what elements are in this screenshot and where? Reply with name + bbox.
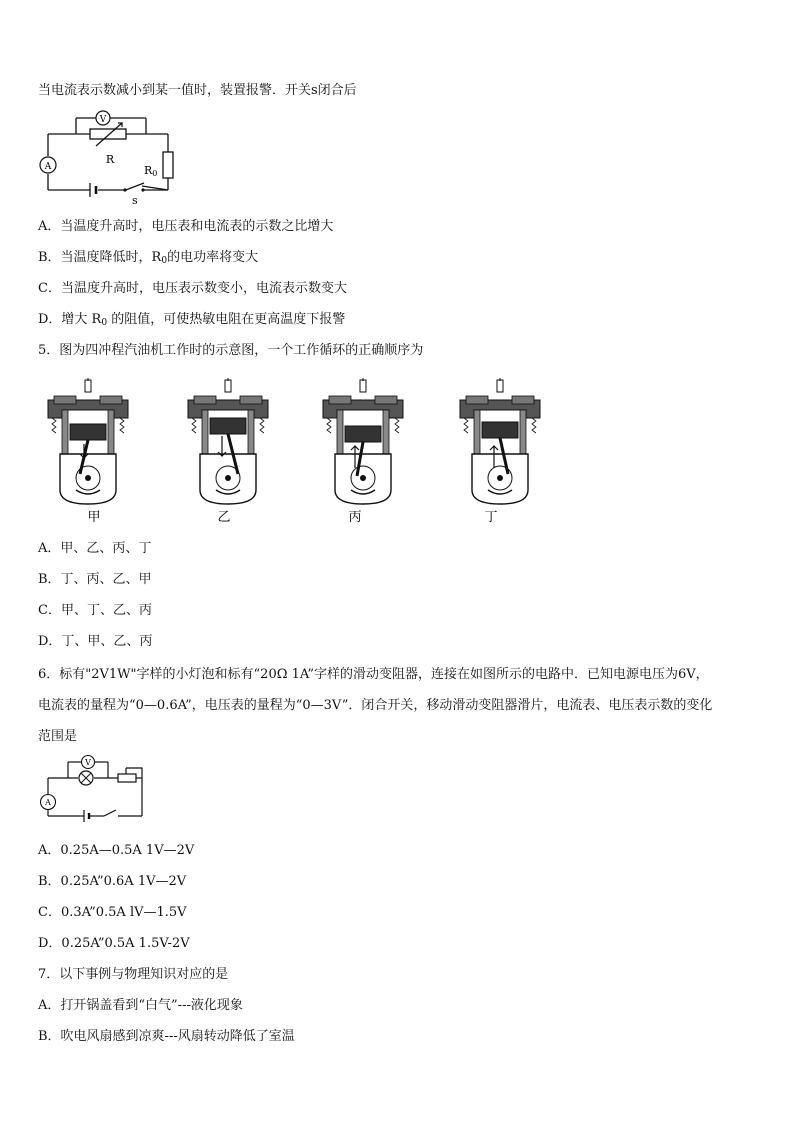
r0-label: R0 (144, 164, 158, 178)
engine-label-bing: 丙 (348, 510, 362, 525)
engine-strokes-figure (40, 378, 560, 528)
engine-label-yi: 乙 (217, 510, 231, 525)
ammeter-label: A (44, 162, 52, 172)
circuit-diagram-1 (38, 106, 188, 204)
switch-label: s (132, 194, 138, 204)
q6-stem-line-2: 电流表的量程为“0—0.6A”，电压表的量程为“0—3V”．闭合开关，移动滑动变阻器滑片，电流表、电压表示数的变化 (38, 698, 713, 713)
q4-option-c: C．当温度升高时，电压表示数变小，电流表示数变大 (38, 281, 347, 296)
engine-label-ding: 丁 (484, 510, 498, 525)
q6-option-c: C．0.3A”0.5A lV—1.5V (38, 905, 187, 920)
circuit-diagram-2 (38, 754, 150, 828)
q5-option-c: C．甲、丁、乙、丙 (38, 603, 152, 618)
q7-option-b: B．吹电风扇感到凉爽---风扇转动降低了室温 (38, 1029, 295, 1044)
q5-option-b: B．丁、丙、乙、甲 (38, 572, 152, 587)
engine-label-jia: 甲 (87, 510, 101, 525)
q5-stem: 5．图为四冲程汽油机工作时的示意图，一个工作循环的正确顺序为 (38, 343, 424, 358)
resistor-label: R (105, 153, 115, 166)
voltmeter-label: V (99, 115, 107, 125)
intro-text: 当电流表示数减小到某一值时，装置报警．开关s闭合后 (38, 83, 357, 98)
q4-option-d: D．增大 $R_0$ 的阻值，可使热敏电阻在更高温度下报警 (38, 312, 346, 328)
voltmeter-2-label: V (85, 758, 91, 767)
q5-option-d: D．丁、甲、乙、丙 (38, 634, 153, 649)
q6-stem-line-1: 6．标有"2V1W"字样的小灯泡和标有“20Ω 1A”字样的滑动变阻器，连接在如图所示的电路中．已知电源电压为6V， (38, 667, 709, 682)
ammeter-2-label: A (45, 798, 51, 807)
q6-option-b: B．0.25A”0.6A 1V—2V (38, 874, 187, 889)
q7-stem: 7．以下事例与物理知识对应的是 (38, 967, 229, 982)
q7-option-a: A．打开锅盖看到“白气”---液化现象 (38, 998, 243, 1013)
q6-stem-line-3: 范围是 (38, 729, 78, 744)
q5-option-a: A．甲、乙、丙、丁 (38, 541, 152, 556)
q6-option-d: D．0.25A”0.5A 1.5V-2V (38, 936, 190, 951)
q6-option-a: A．0.25A—0.5A 1V—2V (38, 843, 195, 858)
q4-option-a: A．当温度升高时，电压表和电流表的示数之比增大 (38, 219, 334, 234)
q4-option-b: B．当温度降低时，$R_0$的电功率将变大 (38, 250, 259, 266)
